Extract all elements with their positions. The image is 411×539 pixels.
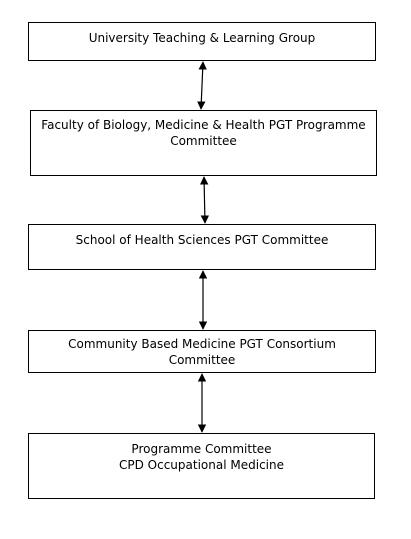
node-label-line: Faculty of Biology, Medicine & Health PGT Programme (41, 118, 366, 132)
bidirectional-arrow (201, 62, 203, 109)
node-label-line: Committee (168, 353, 236, 367)
bidirectional-arrow (204, 177, 205, 223)
node-programme-committee-cpd-occupational-medicine (28, 433, 375, 499)
node-label-line: Programme Committee (131, 442, 272, 456)
node-school-health-sciences-pgt-committee (28, 224, 376, 270)
node-faculty-pgt-programme-committee (30, 110, 377, 176)
node-university-teaching-learning-group (28, 22, 376, 61)
node-label-line: Community Based Medicine PGT Consortium (68, 337, 336, 351)
node-label-line: CPD Occupational Medicine (119, 458, 284, 472)
node-community-based-medicine-pgt-consortium (28, 330, 376, 373)
node-label-line: Committee (170, 134, 237, 148)
node-label-line: University Teaching & Learning Group (88, 31, 316, 45)
node-label-line: School of Health Sciences PGT Committee (75, 233, 329, 247)
